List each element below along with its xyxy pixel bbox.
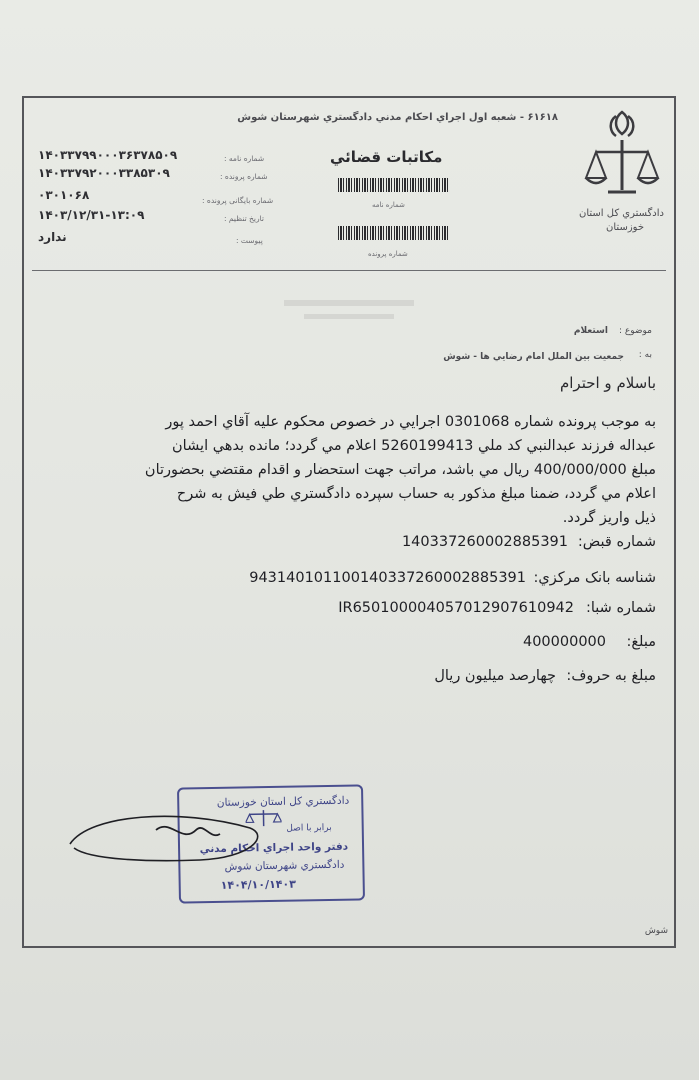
stamp-line: دادگستري كل استان خوزستان	[216, 794, 350, 809]
body-line: به موجب پرونده شماره 0301068 اجرايي در خصوص محكوم عليه آقاي احمد پور	[165, 414, 656, 430]
meta-label: شماره پرونده :	[220, 172, 268, 181]
subject-label: موضوع :	[618, 326, 652, 336]
case-number-caption: شماره پرونده	[368, 250, 408, 258]
footer-city: شوش	[644, 926, 668, 936]
watermark-emblem-icon	[274, 292, 424, 332]
sheba-number-label: :شماره شبا	[586, 600, 656, 616]
stamp-line: ۱۴۰۴/۱۰/۱۴۰۳	[220, 877, 297, 892]
letter-barcode	[338, 178, 450, 192]
body-line: مبلغ 400/000/000 ريال مي باشد، مراتب جهت استحضار و اقدام مقتضي بحضورتان	[144, 462, 656, 478]
recipient-value: جمعيت بين الملل امام رضايي ها - شوش	[443, 352, 624, 362]
amount-label: :مبلغ	[626, 634, 656, 650]
subject-value: استعلام	[573, 326, 608, 336]
greeting: باسلام و احترام	[559, 374, 656, 392]
meta-value: ندارد	[38, 230, 67, 244]
body-line: ذيل واريز گردد.	[562, 510, 656, 526]
stamp-line: دادگستري شهرستان شوش	[224, 858, 345, 873]
branch-line: ۶۱۶۱۸ - شعبه اول اجراي احكام مدني دادگستري شهرستان شوش	[237, 112, 558, 123]
body-line: اعلام مي گردد، ضمنا مبلغ مذكور به حساب سپرده دادگستري طي فيش به شرح	[176, 486, 656, 502]
central-bank-id-value: 943140101100140337260002885391	[249, 570, 526, 586]
signature-icon	[60, 800, 270, 880]
meta-label: تاريخ تنظيم :	[224, 214, 264, 223]
sheba-number-value: IR650100004057012907610942	[338, 600, 574, 616]
org-line1: دادگستري كل استان	[579, 208, 664, 219]
central-bank-id-label: :شناسه بانک مرکزي	[533, 570, 656, 586]
stamp-line: برابر با اصل	[286, 822, 332, 834]
body-line: عبداله فرزند عبدالنبي كد ملي 5260199413 اعلام مي گردد؛ مانده بدهي ايشان	[172, 438, 656, 454]
receipt-number-value: 140337260002885391	[401, 534, 568, 550]
meta-label: شماره بایگانی پرونده :	[202, 196, 274, 205]
meta-value: ۱۴۰۳۳۷۹۲۰۰۰۳۳۸۵۳۰۹	[38, 166, 170, 180]
letter-number-caption: شماره نامه	[372, 201, 405, 209]
meta-label: پيوست :	[236, 236, 263, 245]
case-barcode	[338, 226, 450, 240]
amount-words-value: چهارصد ميليون ريال	[434, 668, 556, 684]
stamp-line: دفتر واحد اجراي احكام مدني	[199, 840, 349, 856]
receipt-number-label: :شماره قبض	[577, 534, 656, 550]
judiciary-emblem-icon	[580, 104, 664, 200]
meta-value: ۱۴۰۳۳۷۹۹۰۰۰۳۶۳۷۸۵۰۹	[38, 148, 178, 162]
meta-value: ۱۴۰۳/۱۲/۳۱-۱۳:۰۹	[38, 208, 145, 222]
amount-words-label: :مبلغ به حروف	[566, 668, 656, 684]
meta-value: ۰۳۰۱۰۶۸	[38, 188, 90, 202]
meta-label: شماره نامه :	[224, 154, 265, 163]
org-line2: خوزستان	[606, 222, 644, 233]
amount-value: 400000000	[522, 634, 606, 650]
recipient-label: به :	[638, 350, 652, 360]
page-title: مكاتبات قضائي	[330, 148, 443, 166]
header-divider	[32, 270, 666, 271]
